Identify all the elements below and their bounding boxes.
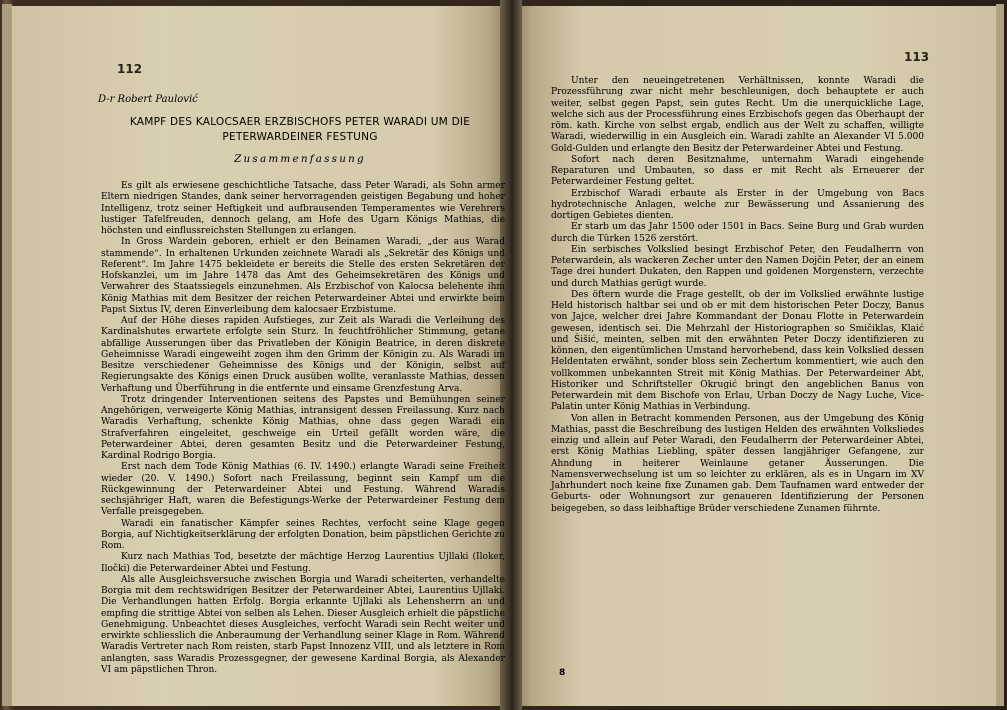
left-page-number: 112 [117, 62, 143, 76]
paragraph: Erzbischof Waradi erbaute als Erster in der Umgebung von Bacs hydrotechnische Anlagen, welche zur Bewässerung und Assanierung des dortigen Gebietes dienten. [551, 188, 924, 221]
article-title-line-1: KAMPF DES KALOCSAER ERZBISCHOFS PETER WARADI UM DIE [129, 116, 471, 128]
paragraph: Von allen in Betracht kommenden Personen, aus der Umgebung des König Mathias, passt die Beschreibung des lustigen Helden des erwähnten Volksliedes einzig und allein auf Peter Waradi, den Feudalherrn der Peterwardeiner Abtei, erst König Mathias Liebling, später dessen langjähriger Gefangene, zur Ahndung in heiterer Weinlaune getaner Äusserungen. Die Namensverwechselung ist um so leichter zu erklären, als es in Ungarn im XV Jahrhundert noch keine fixe Zunamen gab. Dem Taufnamen ward entweder der Geburts- oder Wohnungsort zur genaueren Identifizierung der Personen beigegeben, so dass leibhaftige Brüder verschiedene Zunamen führnte. [551, 413, 924, 514]
page-edge-left [2, 4, 12, 706]
paragraph: Unter den neueingetretenen Verhältnissen, konnte Waradi die Prozessführung zwar nicht mehr beschleunigen, doch behauptete er auch weiter, selbst gegen Papst, sein gutes Recht. Um die unerquickliche Lage, welche sich aus der Processführung eines Erzbischofs gegen das Oberhaupt der röm. kath. Kirche von selbst ergab, endlich aus der Welt zu schaffen, willigte Waradi, wiederwillig in ein Ausgleich ein. Waradi zahlte an Alexander VI 5.000 Gold-Gulden und erlangte den Besitz der Peterwardeiner Abtei und Festung. [551, 76, 924, 154]
signature-mark: 8 [559, 668, 566, 678]
paragraph: Sofort nach deren Besitznahme, unternahm Waradi eingehende Reparaturen und Umbauten, so dass er mit Recht als Erneuerer der Peterwardeiner Festung geltet. [551, 154, 924, 188]
paragraph: Er starb um das Jahr 1500 oder 1501 in Bacs. Seine Burg und Grab wurden durch die Türken 1526 zerstört. [551, 222, 924, 244]
paragraph: Erst nach dem Tode König Mathias (6. IV. 1490.) erlangte Waradi seine Freiheit wieder (20. V. 1490.) Sofort nach Freilassung, beginnt sein Kampf um die Rückgewinnung der Peterwardeiner Abtei und Festung. Während Waradis sechsjähriger Haft, waren die Befestigungs-Werke der Peterwardeiner Festung dem Verfalle preisgegeben. [101, 462, 505, 518]
paragraph: Auf der Höhe dieses rapiden Aufstieges, zur Zeit als Waradi die Verleihung des Kardinalshutes erwartete erfolgte sein Sturz. In feuchtfröhlicher Stimmung, getane abfällige Ausserungen über das Privatleben der Königin Beatrice, in deren diskrete Geheimnisse Waradi eingeweiht zogen ihm den Grimm der Königin zu. Als Waradi im Besitze verschiedener Geheimnisse des Königs und der Königin, selbst auf Regierungsakte des Königs einen Druck ausüben wollte, veranlasste Mathias, dessen Verhaftung und Überführung in die entfernte und einsame Grenzfestung Arva. [101, 316, 505, 394]
left-page-body [101, 181, 505, 676]
article-subtitle: Zusammenfassung [234, 153, 366, 165]
paragraph: Es gilt als erwiesene geschichtliche Tatsache, dass Peter Waradi, als Sohn armer Eltern niedrigen Standes, dank seiner hervorragenden geistigen Begabung und hoher Intelligenz, trotz seiner Heftigkeit und aufbrausenden Temperamentes wie Verehrers lustiger Tafelfreuden, dennoch gelang, am Hofe des Ugarn Königs Mathias, die höchsten und einflussreichsten Stellungen zu erlangen. [101, 181, 505, 236]
paragraph: Ein serbisches Volkslied besingt Erzbischof Peter, den Feudalherrn von Peterwardein, als wackeren Zecher unter den Namen Dojčin Peter, der an einem Tage drei hundert Dukaten, den Rappen und goldenen Morgenstern, verzechte und durch Mathias gerügt wurde. [551, 244, 924, 289]
right-page-number: 113 [904, 50, 930, 64]
paragraph: Des öftern wurde die Frage gestellt, ob der im Volkslied erwähnte lustige Held historisch haltbar sei und ob er mit dem historischen Peter Doczy, Banus von Jajce, welcher drei Jahre Kommandant der Donau Flotte in Peterwardein gewesen, identisch sei. Die Mehrzahl der Historiographen so Smičiklas, Klaić und Šišić, meinten, selben mit den erwähnten Peter Doczy identifizieren zu können, den eigentümlichen Umstand hervorhebend, dass kein Volkslied dessen Heldentaten erwähnt, sonder bloss sein Zechertum kommentiert, wie auch den vollkommen unbekannten Streit mit König Mathias. Der Peterwardeiner Abt, Historiker und Schriftsteller Okrugić bringt den angeblichen Banus von Peterwardein mit dem Bischofe von Erlau, Urban Doczy de Nagy Luche, Vice-Palatin unter König Mathias in Verbindung. [551, 289, 924, 413]
page-edge-right [996, 4, 1004, 706]
paragraph: Waradi ein fanatischer Kämpfer seines Rechtes, verfocht seine Klage gegen Borgia, auf Nichtigkeitserklärung der erfolgten Donation, beim päpstlichen Gerichte zu Rom. [101, 518, 505, 551]
author-name: D-r Robert Paulović [98, 94, 198, 105]
paragraph: Trotz dringender Interventionen seitens des Papstes und Bemühungen seiner Angehörigen, verweigerte König Mathias, intransigent dessen Freilassung. Kurz nach Waradis Verhaftung, schenkte König Mathias, ohne dass gegen Waradi ein Strafverfahren eingeleitet, geschweige ein Urteil gefällt worden wäre, die Peterwardeiner Abtei, deren gesamten Besitz und die Peterwardeiner Festung, Kardinal Rodrigo Borgia. [101, 394, 505, 461]
paragraph: Kurz nach Mathias Tod, besetzte der mächtige Herzog Laurentius Ujllaki (Iloker, Iločki) die Peterwardeiner Abtei und Festung. [101, 552, 505, 574]
article-title-line-2: PETERWARDEINER FESTUNG [222, 131, 378, 143]
paragraph: In Gross Wardein geboren, erhielt er den Beinamen Waradi, „der aus Warad stammende“. In erhaltenen Urkunden zeichnete Waradi als „Sekretär des Königs und Referent“. Im Jahre 1475 bekleidete er bereits die Stelle des ersten Sekretären der Hofskanzlei, um im Jahre 1478 das Amt des Geheimsekretären des Königs und Verwahrer des Staatssiegels einzunehmen. Als Erzbischof von Kalocsa belehente ihm König Mathias mit dem Besitzer der reichen Peterwardeiner Abtei und erwirkte beim Papst Sixtus IV, deren Einverleibung dem kalocsaer Erzbistume. [101, 237, 505, 315]
paragraph: Als alle Ausgleichsversuche zwischen Borgia und Waradi scheiterten, verhandelte Borgia mit dem rechtswidrigen Besitzer der Peterwardeiner Abtei, Laurentius Ujllaki. Die Verhandlungen hatten Erfolg. Borgia erkannte Ujllaki als Lehensherrn an und empfing die strittige Abtei von selben als Lehen. Dieser Ausgleich erhielt die päpstliche Genehmigung. Unbeachtet dieses Ausgleiches, verfocht Waradi sein Recht weiter und erwirkte schliesslich die Anberaumung der Verhandlung seiner Klage in Rom. Während Waradis Vertreter nach Rom reisten, starb Papst Innozenz VIII, und als letztere in Rom anlangten, sass Waradis Prozessgegner, der gewesene Kardinal Borgia, als Alexander VI am päpstlichen Thron. [101, 574, 505, 675]
right-page-body [551, 76, 924, 515]
